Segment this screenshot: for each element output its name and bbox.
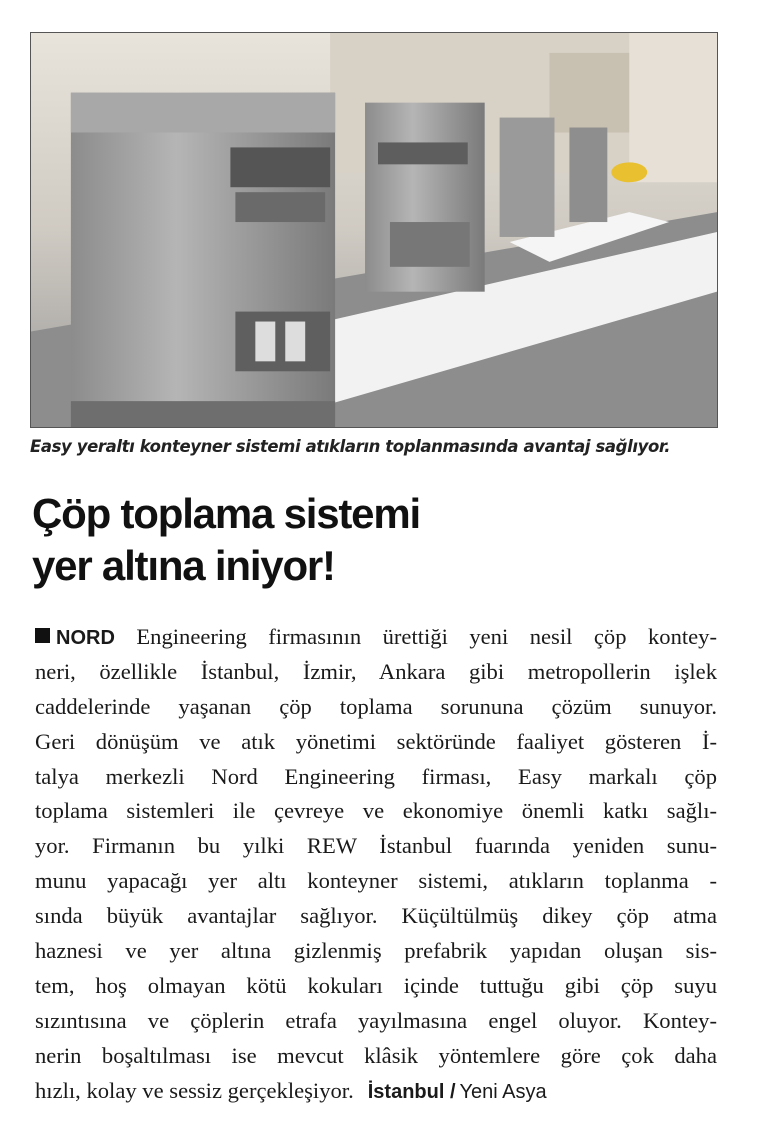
headline-line-2: yer altına iniyor!: [32, 542, 335, 589]
body-line-6: toplama sistemleri ile çevreye ve ekonomiye önemli katkı sağlı-: [35, 798, 717, 824]
body-line-text: hızlı, kolay ve sessiz gerçekleşiyor.: [35, 1077, 354, 1103]
byline-source: Yeni Asya: [459, 1080, 547, 1103]
body-line-12: sızıntısına ve çöplerin etrafa yayılmasına engel oluyor. Kontey-: [35, 1007, 717, 1033]
body-line-9: sında büyük avantajlar sağlıyor. Küçültülmüş dikey çöp atma: [35, 903, 717, 929]
body-line-8: munu yapacağı yer altı konteyner sistemi, atıkların toplanma -: [35, 868, 717, 894]
photo-caption: Easy yeraltı konteyner sistemi atıkların toplanmasında avantaj sağlıyor.: [30, 437, 671, 456]
body-line-13: nerin boşaltılması ise mevcut klâsik yöntemlere göre çok daha: [35, 1042, 717, 1068]
body-line-11: tem, hoş olmayan kötü kokuları içinde tuttuğu gibi çöp suyu: [35, 972, 717, 998]
body-line-14: [35, 1074, 717, 1109]
body-line-3: caddelerinde yaşanan çöp toplama sorununa çözüm sunuyor.: [35, 693, 717, 719]
lead-word: NORD: [56, 627, 115, 649]
lead-square-icon: [35, 628, 50, 643]
body-line-4: Geri dönüşüm ve atık yönetimi sektöründe faaliyet gösteren İ-: [35, 728, 717, 754]
body-line-2: neri, özellikle İstanbul, İzmir, Ankara gibi metropollerin işlek: [35, 658, 717, 684]
byline-city: İstanbul /: [367, 1080, 456, 1103]
body-line-10: haznesi ve yer altına gizlenmiş prefabrik yapıdan oluşan sis-: [35, 938, 717, 964]
body-line-1: [35, 620, 717, 655]
article-photo: [30, 32, 718, 428]
article-headline: [32, 488, 732, 592]
headline-line-1: Çöp toplama sistemi: [32, 490, 420, 537]
article-body: [35, 620, 717, 1108]
body-line-7: yor. Firmanın bu yılki REW İstanbul fuarında yeniden sunu-: [35, 833, 717, 859]
body-line-text: Engineering firmasının ürettiği yeni nesil çöp kontey-: [114, 624, 717, 649]
container-photo-illustration: [31, 33, 717, 427]
body-line-5: talya merkezli Nord Engineering firması, Easy markalı çöp: [35, 763, 717, 789]
